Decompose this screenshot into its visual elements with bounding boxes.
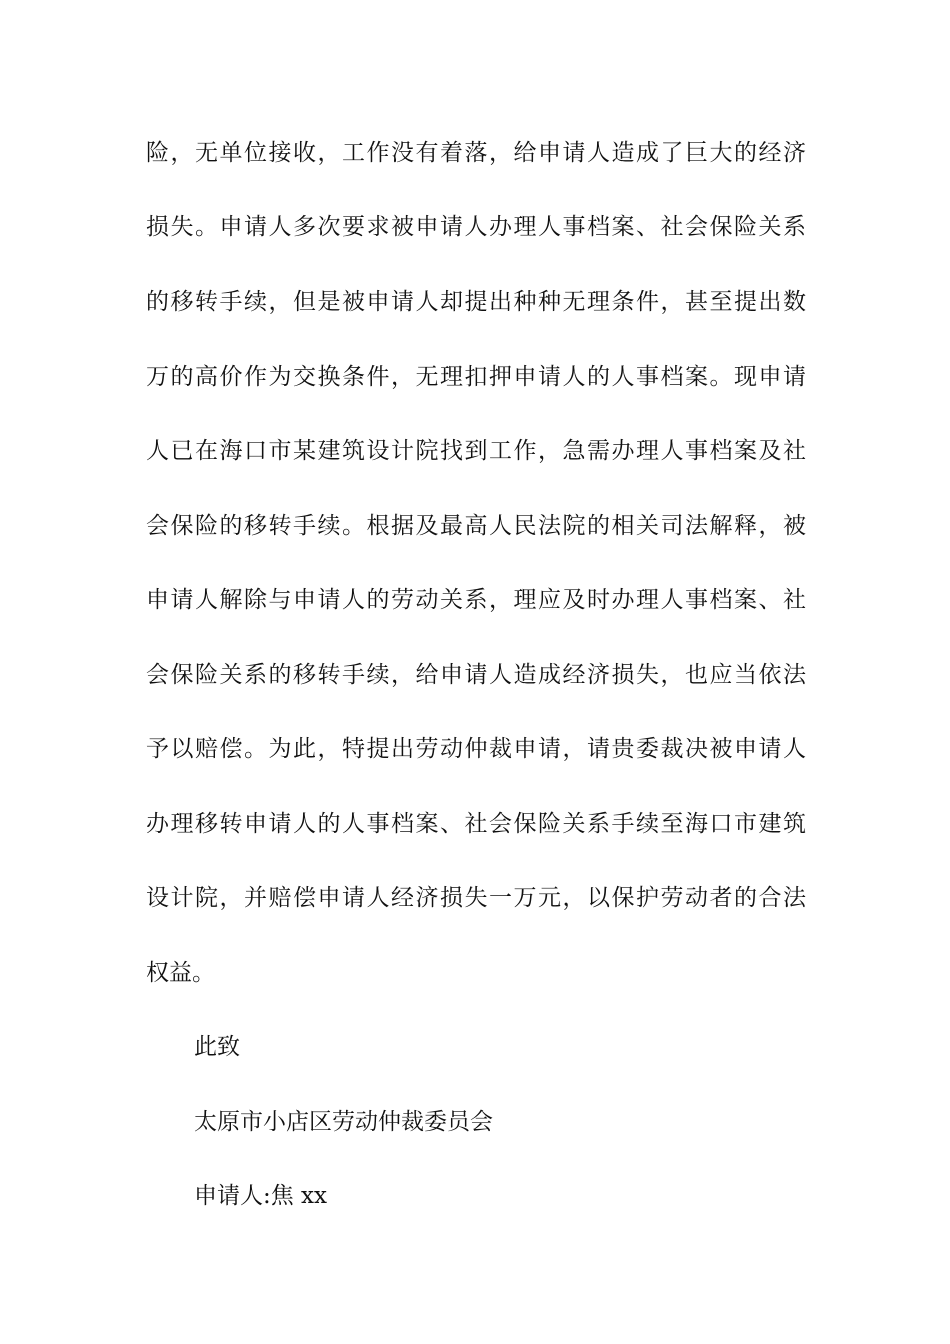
body-line-6: 会保险的移转手续。根据及最高人民法院的相关司法解释，被 <box>146 513 806 539</box>
body-line-2: 损失。申请人多次要求被申请人办理人事档案、社会保险关系 <box>146 214 806 240</box>
body-line-5: 人已在海口市某建筑设计院找到工作，急需办理人事档案及社 <box>146 438 806 464</box>
applicant-signature-line: 申请人:焦 xx <box>194 1183 328 1209</box>
body-line-4: 万的高价作为交换条件，无理扣押申请人的人事档案。现申请 <box>146 364 806 390</box>
recipient-line: 太原市小店区劳动仲裁委员会 <box>194 1109 493 1135</box>
body-line-1: 险，无单位接收，工作没有着落，给申请人造成了巨大的经济 <box>146 140 806 166</box>
closing-salutation: 此致 <box>194 1034 240 1060</box>
body-line-8: 会保险关系的移转手续，给申请人造成经济损失，也应当依法 <box>146 662 806 688</box>
body-line-11: 设计院，并赔偿申请人经济损失一万元，以保护劳动者的合法 <box>146 885 806 911</box>
body-line-12: 权益。 <box>146 960 215 986</box>
body-line-10: 办理移转申请人的人事档案、社会保险关系手续至海口市建筑 <box>146 811 806 837</box>
body-line-3: 的移转手续，但是被申请人却提出种种无理条件，甚至提出数 <box>146 289 806 315</box>
body-line-7: 申请人解除与申请人的劳动关系，理应及时办理人事档案、社 <box>146 587 806 613</box>
body-line-9: 予以赔偿。为此，特提出劳动仲裁申请，请贵委裁决被申请人 <box>146 736 806 762</box>
